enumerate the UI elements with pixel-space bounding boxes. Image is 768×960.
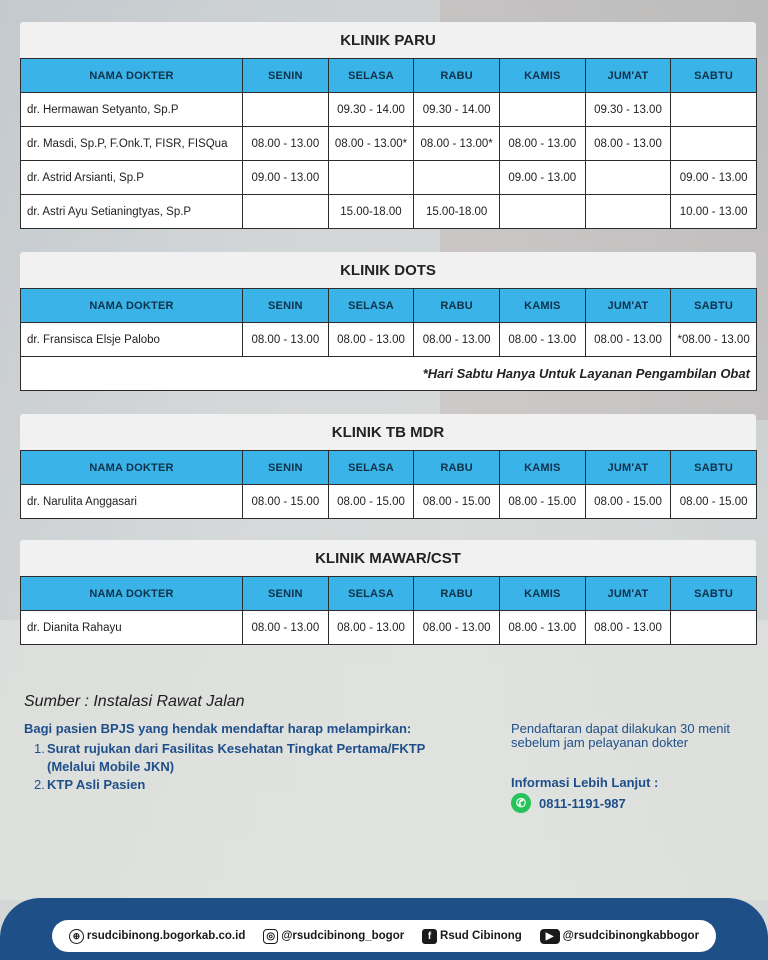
table-row [21,611,757,645]
saturday-note: *Hari Sabtu Hanya Untuk Layanan Pengambilan Obat [21,357,757,391]
column-header: SELASA [328,59,414,93]
schedule-cell [243,93,329,127]
column-header: SELASA [328,289,414,323]
schedule-cell: 08.00 - 13.00 [414,323,500,357]
column-header: KAMIS [499,451,585,485]
schedule-cell: 08.00 - 13.00 [328,611,414,645]
section-title: KLINIK PARU [20,22,756,58]
youtube-link[interactable] [540,929,699,944]
youtube-icon: ▶ [540,929,560,944]
facebook-link[interactable] [422,929,522,944]
instagram-text: @rsudcibinong_bogor [281,930,405,942]
schedule-cell [499,195,585,229]
list-item-text: (Melalui Mobile JKN) [47,759,175,774]
column-header: RABU [414,59,500,93]
website-text: rsudcibinong.bogorkab.co.id [86,930,246,942]
section-title: KLINIK MAWAR/CST [20,540,756,576]
schedule-cell [499,93,585,127]
schedule-cell: 08.00 - 13.00 [243,127,329,161]
table-row [21,161,757,195]
schedule-cell: 08.00 - 13.00 [328,323,414,357]
schedule-cell: 09.30 - 13.00 [585,93,671,127]
schedule-cell: 08.00 - 13.00 [585,127,671,161]
column-header: SENIN [243,59,329,93]
doctor-name: dr. Dianita Rahayu [21,611,243,645]
schedule-cell: 08.00 - 15.00 [243,485,329,519]
phone-contact[interactable] [511,793,626,813]
list-item-text: KTP Asli Pasien [47,777,146,792]
column-header: SABTU [671,59,757,93]
column-header: SELASA [328,451,414,485]
column-header: SENIN [243,577,329,611]
schedule-cell: 09.00 - 13.00 [499,161,585,195]
column-header: RABU [414,577,500,611]
schedule-cell [671,611,757,645]
schedule-cell: 08.00 - 13.00 [585,323,671,357]
schedule-cell: 15.00-18.00 [414,195,500,229]
schedule-cell: 09.00 - 13.00 [671,161,757,195]
schedule-cell [671,93,757,127]
schedule-cell: 08.00 - 15.00 [414,485,500,519]
globe-icon: ⊕ [69,929,84,944]
column-header: JUM'AT [585,451,671,485]
column-header: JUM'AT [585,59,671,93]
schedule-cell: 08.00 - 13.00 [499,611,585,645]
section-klinik-mawar-cst [20,540,756,645]
list-number: 1. [34,741,45,756]
schedule-cell [328,161,414,195]
bpjs-requirements-list [34,740,425,794]
doctor-name: dr. Masdi, Sp.P, F.Onk.T, FISR, FISQua [21,127,243,161]
instagram-icon: ◎ [263,929,278,944]
schedule-cell: 08.00 - 13.00 [414,611,500,645]
schedule-cell: 08.00 - 13.00 [499,323,585,357]
schedule-cell [671,127,757,161]
column-header: JUM'AT [585,577,671,611]
section-title: KLINIK TB MDR [20,414,756,450]
schedule-table-dots [20,288,757,391]
section-title: KLINIK DOTS [20,252,756,288]
schedule-cell: *08.00 - 13.00 [671,323,757,357]
column-header: SABTU [671,451,757,485]
column-header: SENIN [243,451,329,485]
column-header: KAMIS [499,577,585,611]
schedule-cell: 15.00-18.00 [328,195,414,229]
facebook-text: Rsud Cibinong [440,930,522,942]
schedule-cell [585,161,671,195]
more-info-title: Informasi Lebih Lanjut : [511,775,659,790]
schedule-cell: 09.30 - 14.00 [328,93,414,127]
schedule-cell: 10.00 - 13.00 [671,195,757,229]
table-row [21,93,757,127]
list-number: 2. [34,777,45,792]
schedule-cell: 08.00 - 13.00* [328,127,414,161]
schedule-cell [243,195,329,229]
schedule-cell: 08.00 - 13.00 [243,611,329,645]
schedule-cell: 09.00 - 13.00 [243,161,329,195]
column-header: SABTU [671,289,757,323]
list-item [34,740,425,776]
table-row [21,195,757,229]
schedule-table-tb-mdr [20,450,757,519]
column-header: RABU [414,289,500,323]
schedule-cell: 09.30 - 14.00 [414,93,500,127]
schedule-cell: 08.00 - 13.00 [243,323,329,357]
table-note-row [21,357,757,391]
phone-number: 0811-1191-987 [539,795,626,811]
table-header-row [21,59,757,93]
source-text: Sumber : Instalasi Rawat Jalan [24,693,245,710]
list-item-text: Surat rujukan dari Fasilitas Kesehatan Tingkat Pertama/FKTP [47,741,426,756]
table-row [21,485,757,519]
table-row [21,323,757,357]
table-header-row [21,451,757,485]
column-header: JUM'AT [585,289,671,323]
list-item [34,776,425,794]
schedule-cell: 08.00 - 13.00* [414,127,500,161]
schedule-cell: 08.00 - 15.00 [328,485,414,519]
column-header: NAMA DOKTER [21,451,243,485]
table-header-row [21,289,757,323]
column-header: KAMIS [499,59,585,93]
schedule-table-mawar-cst [20,576,757,645]
bpjs-title: Bagi pasien BPJS yang hendak mendaftar harap melampirkan: [24,721,412,736]
schedule-table-paru [20,58,757,229]
footer-social-bar [52,920,716,952]
schedule-cell: 08.00 - 13.00 [585,611,671,645]
table-row [21,127,757,161]
schedule-cell: 08.00 - 13.00 [499,127,585,161]
doctor-name: dr. Hermawan Setyanto, Sp.P [21,93,243,127]
column-header: NAMA DOKTER [21,577,243,611]
column-header: SENIN [243,289,329,323]
facebook-icon: f [422,929,437,944]
doctor-name: dr. Narulita Anggasari [21,485,243,519]
section-klinik-dots [20,252,756,391]
section-klinik-paru [20,22,756,229]
doctor-name: dr. Astri Ayu Setianingtyas, Sp.P [21,195,243,229]
instagram-link[interactable] [263,929,404,944]
registration-note: Pendaftaran dapat dilakukan 30 menit sebelum jam pelayanan dokter [511,721,730,750]
schedule-cell: 08.00 - 15.00 [499,485,585,519]
column-header: RABU [414,451,500,485]
doctor-name: dr. Fransisca Elsje Palobo [21,323,243,357]
column-header: NAMA DOKTER [21,289,243,323]
doctor-name: dr. Astrid Arsianti, Sp.P [21,161,243,195]
schedule-cell: 08.00 - 15.00 [585,485,671,519]
table-header-row [21,577,757,611]
column-header: NAMA DOKTER [21,59,243,93]
schedule-cell [585,195,671,229]
schedule-cell [414,161,500,195]
column-header: SABTU [671,577,757,611]
youtube-text: @rsudcibinongkabbogor [562,930,700,942]
column-header: KAMIS [499,289,585,323]
section-klinik-tb-mdr [20,414,756,519]
column-header: SELASA [328,577,414,611]
schedule-cell: 08.00 - 15.00 [671,485,757,519]
whatsapp-icon: ✆ [511,793,531,813]
website-link[interactable] [69,929,245,944]
